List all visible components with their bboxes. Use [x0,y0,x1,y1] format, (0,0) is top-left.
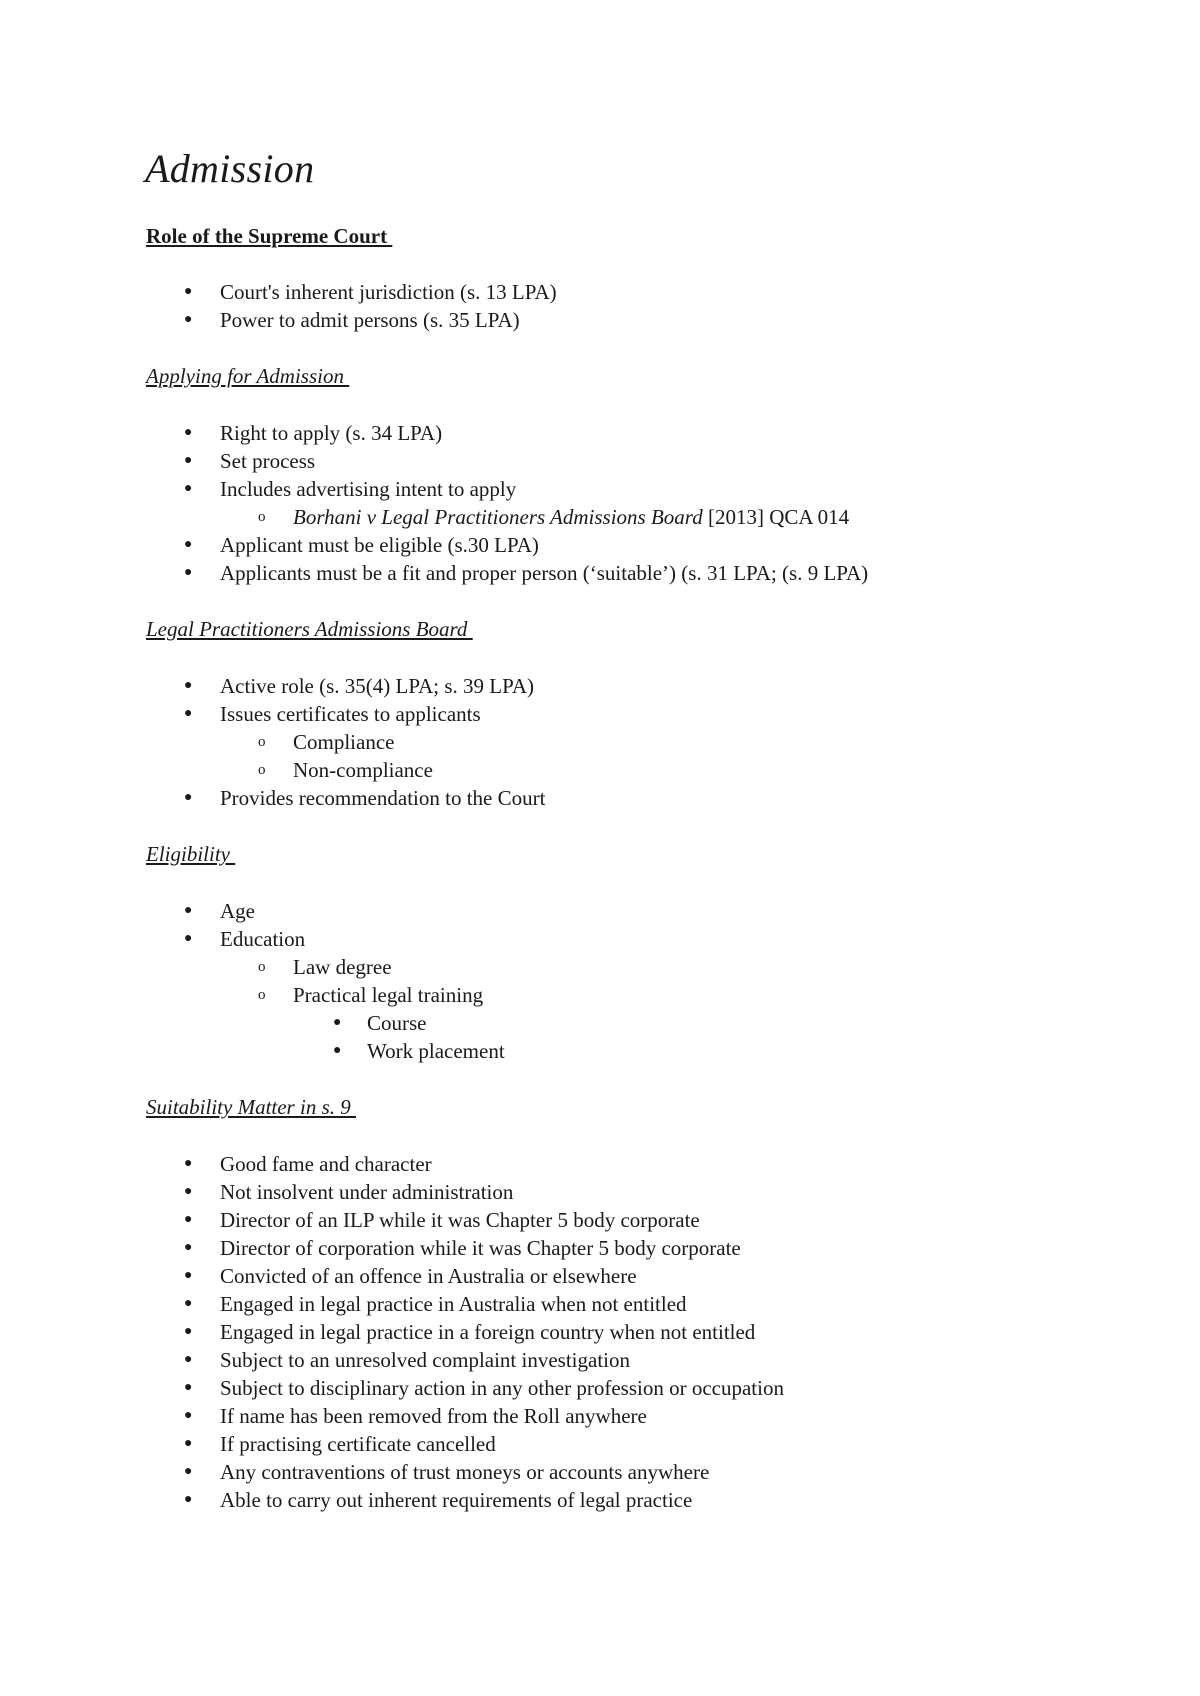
hollow-bullet-icon: o [258,734,266,750]
list-item: Active role (s. 35(4) LPA; s. 39 LPA) [220,674,535,698]
bullet-icon: ● [184,931,193,946]
list-item: Subject to an unresolved complaint investigation [220,1348,631,1372]
hollow-bullet-icon: o [258,987,266,1003]
list-item: Education [220,927,306,951]
document-title: Admission [145,146,315,191]
list-item: Convicted of an offence in Australia or elsewhere [220,1264,637,1288]
section-heading-applying-for-admission: Applying for Admission [146,364,350,388]
list-item: Engaged in legal practice in a foreign country when not entitled [220,1320,756,1344]
bullet-icon: ● [184,1352,193,1367]
list-subitem: Compliance [293,730,395,754]
list-item: Provides recommendation to the Court [220,786,546,810]
bullet-icon: ● [333,1015,342,1030]
list-item: Applicants must be a fit and proper person (‘suitable’) (s. 31 LPA; (s. 9 LPA) [220,561,869,585]
list-item: Director of an ILP while it was Chapter 5 body corporate [220,1208,700,1232]
bullet-icon: ● [184,1324,193,1339]
list-item: Able to carry out inherent requirements of legal practice [220,1488,693,1512]
list-item: Set process [220,449,316,473]
list-item: If practising certificate cancelled [220,1432,496,1456]
case-citation: [2013] QCA 014 [702,505,850,529]
bullet-icon: ● [184,284,193,299]
case-name: Borhani v Legal Practitioners Admissions Board [293,505,703,529]
bullet-icon: ● [184,1268,193,1283]
bullet-icon: ● [184,1156,193,1171]
bullet-icon: ● [184,1184,193,1199]
list-item: Includes advertising intent to apply [220,477,517,501]
section-heading-admissions-board: Legal Practitioners Admissions Board [146,617,473,641]
list-item: Issues certificates to applicants [220,702,481,726]
bullet-icon: ● [184,1212,193,1227]
bullet-icon: ● [184,1240,193,1255]
list-item: Good fame and character [220,1152,432,1176]
list-item: Any contraventions of trust moneys or accounts anywhere [220,1460,710,1484]
bullet-icon: ● [184,678,193,693]
bullet-icon: ● [184,453,193,468]
list-subitem-case-citation [293,505,849,529]
bullet-icon: ● [184,312,193,327]
list-subitem: Practical legal training [293,983,484,1007]
section-heading-suitability-matter: Suitability Matter in s. 9 [146,1095,356,1119]
list-item: Age [220,899,255,923]
bullet-icon: ● [184,425,193,440]
section-heading-eligibility: Eligibility [146,842,236,866]
hollow-bullet-icon: o [258,959,266,975]
bullet-icon: ● [184,565,193,580]
list-item: Court's inherent jurisdiction (s. 13 LPA) [220,280,557,304]
list-item: Not insolvent under administration [220,1180,514,1204]
hollow-bullet-icon: o [258,509,266,525]
bullet-icon: ● [184,1296,193,1311]
bullet-icon: ● [184,1408,193,1423]
list-item: Applicant must be eligible (s.30 LPA) [220,533,539,557]
list-item: If name has been removed from the Roll anywhere [220,1404,647,1428]
bullet-icon: ● [184,1464,193,1479]
bullet-icon: ● [184,1380,193,1395]
bullet-icon: ● [184,903,193,918]
bullet-icon: ● [184,481,193,496]
list-item: Engaged in legal practice in Australia when not entitled [220,1292,687,1316]
list-item: Right to apply (s. 34 LPA) [220,421,443,445]
list-subsubitem: Course [367,1011,427,1035]
hollow-bullet-icon: o [258,762,266,778]
bullet-icon: ● [184,537,193,552]
list-item: Power to admit persons (s. 35 LPA) [220,308,520,332]
list-subitem: Non-compliance [293,758,433,782]
list-item: Subject to disciplinary action in any other profession or occupation [220,1376,784,1400]
list-subsubitem: Work placement [367,1039,505,1063]
bullet-icon: ● [333,1043,342,1058]
bullet-icon: ● [184,1436,193,1451]
bullet-icon: ● [184,1492,193,1507]
list-subitem: Law degree [293,955,392,979]
list-item: Director of corporation while it was Chapter 5 body corporate [220,1236,741,1260]
section-heading-role-of-supreme-court: Role of the Supreme Court [146,224,393,248]
bullet-icon: ● [184,706,193,721]
bullet-icon: ● [184,790,193,805]
